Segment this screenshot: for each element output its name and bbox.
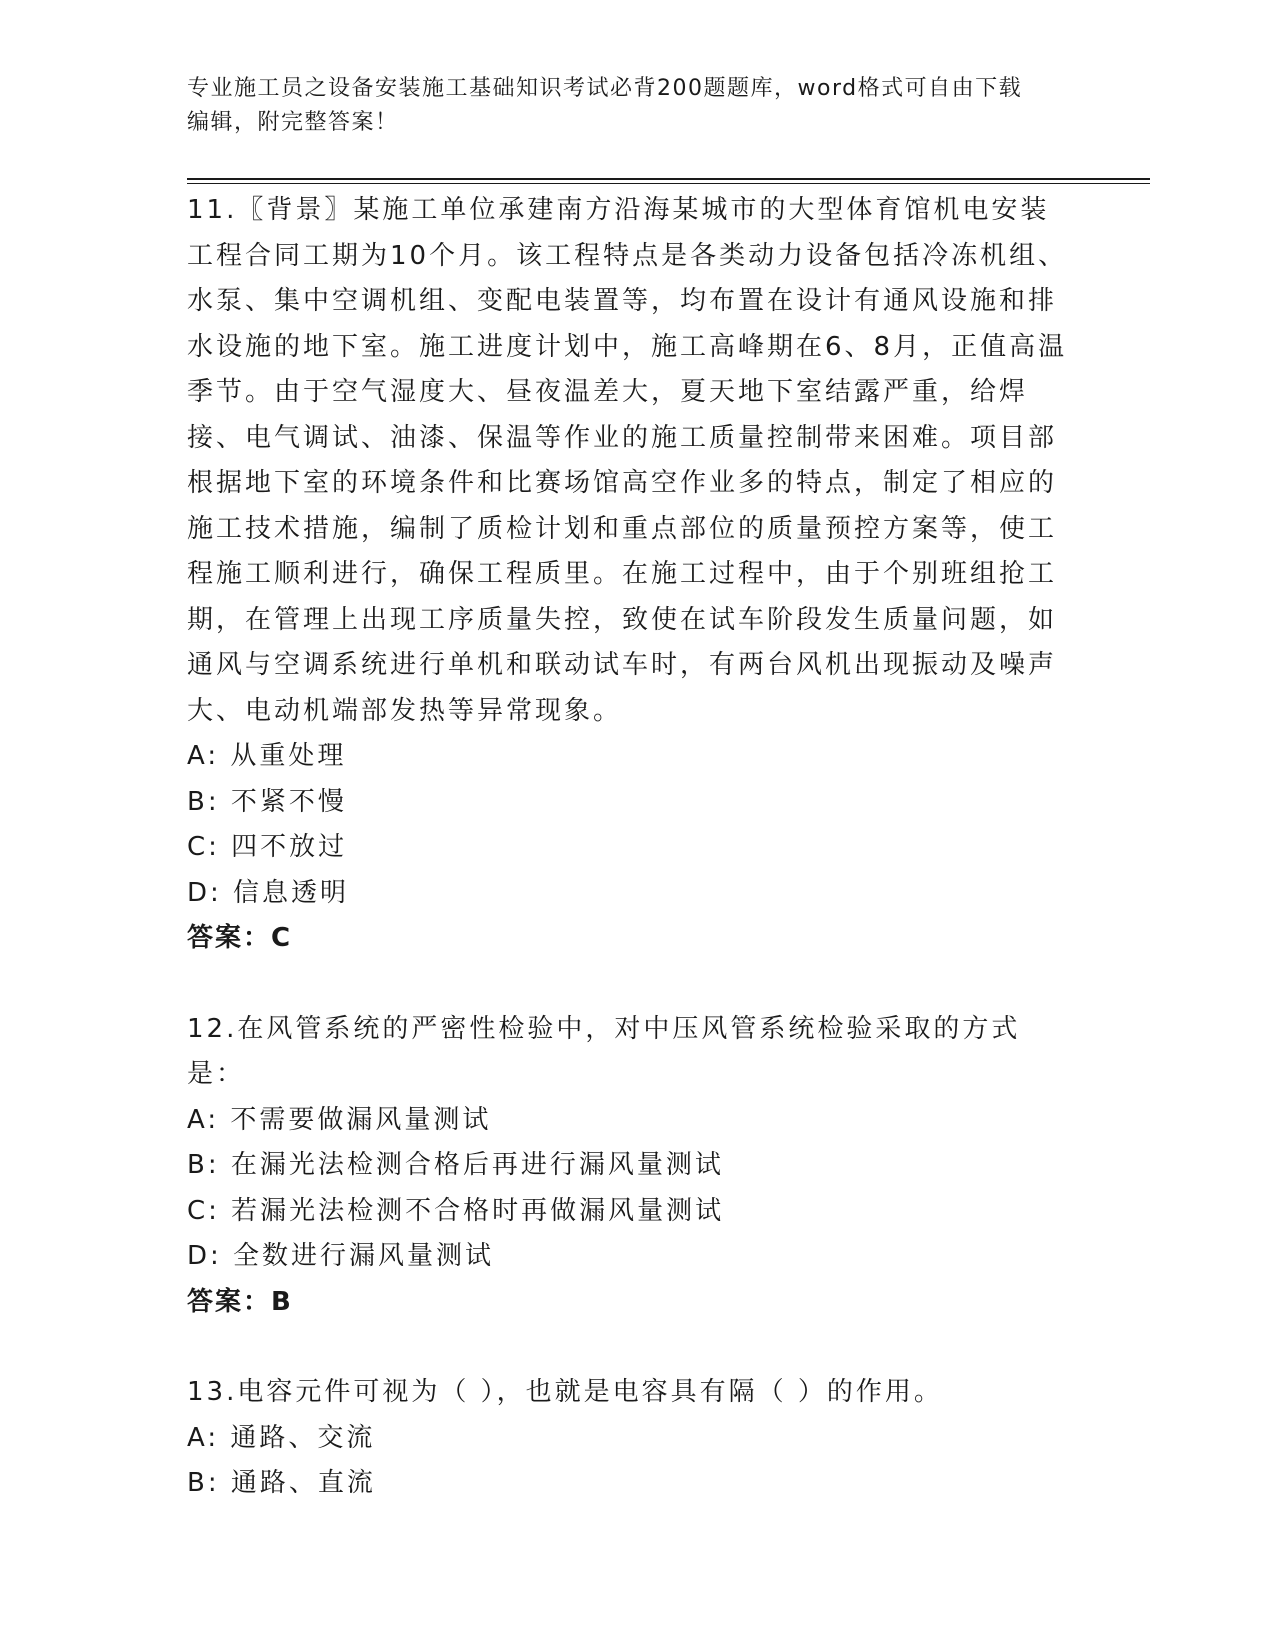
option-d: D: 全数进行漏风量测试 [187, 1241, 495, 1271]
question-stem: 13.电容元件可视为（ ），也就是电容具有隔（ ）的作用。 [187, 1377, 943, 1407]
answer-line: 答案：B [187, 1286, 293, 1317]
question-list [187, 188, 1077, 1507]
question-spacer [187, 962, 1077, 1007]
option-c: C: 若漏光法检测不合格时再做漏风量测试 [187, 1195, 725, 1226]
option-b: B: 不紧不慢 [187, 786, 347, 817]
option-c: C: 四不放过 [187, 832, 348, 862]
answer-line: 答案：C [187, 923, 293, 953]
question-stem: 12.在风管系统的严密性检验中，对中压风管系统检验采取的方式是： [187, 1013, 1021, 1089]
header-title-line1: 专业施工员之设备安装施工基础知识考试必背200题题库，word格式可自由下载 [187, 76, 1023, 101]
question-12 [187, 1007, 1077, 1326]
header-rule-thick [187, 178, 1150, 180]
header-rule-thin [187, 183, 1150, 184]
option-d: D: 信息透明 [187, 877, 350, 908]
question-spacer [187, 1325, 1077, 1370]
question-13 [187, 1370, 1077, 1507]
option-a: A: 通路、交流 [187, 1422, 376, 1453]
question-11 [187, 188, 1077, 962]
option-b: B: 在漏光法检测合格后再进行漏风量测试 [187, 1150, 724, 1180]
document-header [187, 72, 1067, 140]
option-a: A: 从重处理 [187, 741, 347, 771]
option-b: B: 通路、直流 [187, 1468, 376, 1498]
option-a: A: 不需要做漏风量测试 [187, 1104, 492, 1135]
header-title-line2: 编辑，附完整答案！ [187, 110, 399, 135]
question-stem: 11.〖背景〗某施工单位承建南方沿海某城市的大型体育馆机电安装工程合同工期为10个月。该工程特点是各类动力设备包括冷冻机组、水泵、集中空调机组、变配电装置等，均布置在设计有通风设施和排水设施的地下室。施工进度计划中，施工高峰期在6、8月，正值高温季节。由于空气湿度大、昼夜温差大，夏天地下室结露严重，给焊接、电气调试、油漆、保温等作业的施工质量控制带来困难。项目部根据地下室的环境条件和比赛场馆高空作业多的特点，制定了相应的施工技术措施，编制了质检计划和重点部位的质量预控方案等，使工程施工顺利进行，确保工程质里。在施工过程中，由于个别班组抢工期，在管理上出现工序质量失控，致使在试车阶段发生质量问题，如通风与空调系统进行单机和联动试车时，有两台风机出现振动及噪声大、电动机端部发热等异常现象。 [187, 195, 1068, 726]
